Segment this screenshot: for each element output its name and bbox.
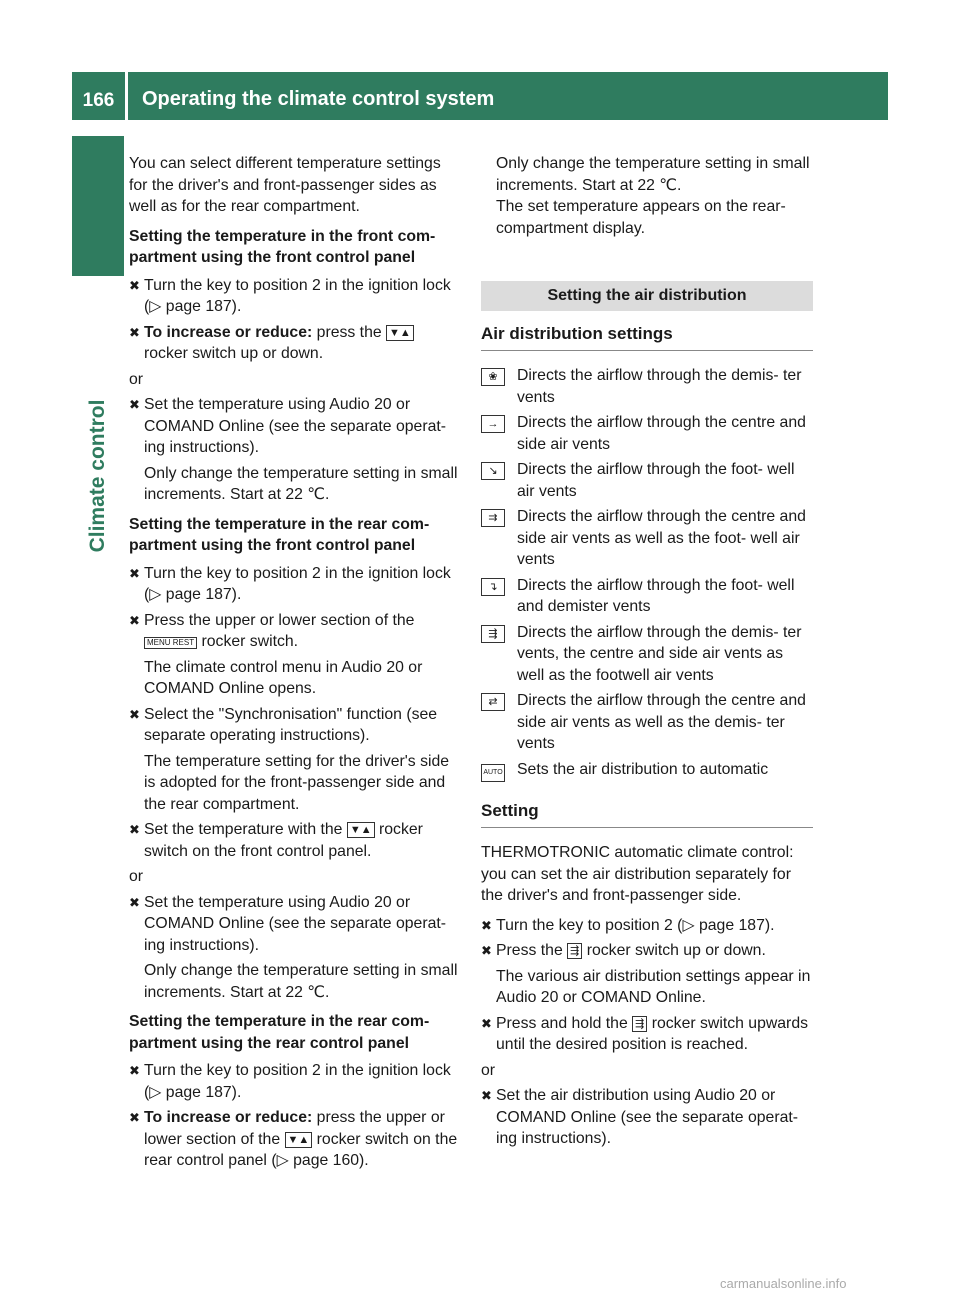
air-distribution-row xyxy=(481,622,813,687)
temperature-rocker-icon: ▼▲ xyxy=(386,325,414,341)
subheading-air-distribution-settings: Air distribution settings xyxy=(481,323,813,352)
step-note: Only change the temperature setting in small increments. Start at 22 ℃. xyxy=(144,464,458,503)
air-distribution-icon: ❀ xyxy=(481,368,505,386)
step: ✖ Set the temperature with the ▼▲ rocker switch on the front control panel. xyxy=(129,821,423,860)
step-marker-icon: ✖ xyxy=(129,822,140,837)
air-distribution-icon: ⇶ xyxy=(481,625,505,643)
air-distribution-list xyxy=(481,365,813,782)
step-marker-icon: ✖ xyxy=(129,324,140,340)
step-marker-icon: ✖ xyxy=(129,277,140,293)
air-distribution-icon: AUTO xyxy=(481,764,505,782)
heading-front-compartment: Setting the temperature in the front com- partment using the front control panel xyxy=(129,227,436,266)
step: ✖ Turn the key to position 2 in the ignition lock (▷ page 187). xyxy=(129,564,451,603)
step: ✖ To increase or reduce: press the ▼▲ rocker switch up or down. xyxy=(129,322,462,365)
temperature-rocker-icon: ▼▲ xyxy=(285,1132,313,1148)
step-marker-icon: ✖ xyxy=(481,943,492,958)
step: ✖ Set the air distribution using Audio 20 or COMAND Online (see the separate operat- ing instructions). xyxy=(481,1087,799,1147)
step: ✖ Press the ⇶ rocker switch up or down. xyxy=(481,940,813,962)
air-distribution-text: Directs the airflow through the centre and side air vents as well as the foot- well air vents xyxy=(517,508,806,568)
air-distribution-text: Directs the airflow through the foot- well and demister vents xyxy=(517,576,795,615)
air-distribution-row xyxy=(481,506,813,571)
or-label: or xyxy=(481,1061,496,1079)
menu-rocker-icon: MENU REST xyxy=(144,637,197,649)
or-label: or xyxy=(129,370,144,388)
step: ✖ Set the temperature using Audio 20 or COMAND Online (see the separate operat- ing instructions). xyxy=(129,396,447,456)
step-marker-icon: ✖ xyxy=(129,565,140,581)
temperature-rocker-icon: ▼▲ xyxy=(347,822,375,838)
step: ✖ Press the upper or lower section of the MENU REST rocker switch. xyxy=(129,611,415,650)
step-marker-icon: ✖ xyxy=(129,612,140,628)
step-note: The temperature setting for the driver's side is adopted for the front-passenger side and the rear compartment. xyxy=(144,752,450,813)
step: ✖ Set the temperature using Audio 20 or COMAND Online (see the separate operat- ing instructions). xyxy=(129,893,447,954)
air-distribution-icon: ⇉ xyxy=(481,509,505,527)
air-distribution-row xyxy=(481,759,813,782)
step: ✖ Turn the key to position 2 in the ignition lock (▷ page 187). xyxy=(129,1062,451,1101)
right-column xyxy=(481,153,813,1154)
air-distribution-row xyxy=(481,690,813,755)
air-distribution-row xyxy=(481,575,813,618)
air-distribution-text: Directs the airflow through the centre and side air vents xyxy=(517,414,806,453)
air-distribution-icon: ⇄ xyxy=(481,693,505,711)
page-number: 166 xyxy=(72,72,125,120)
air-distribution-text: Directs the airflow through the demis- ter vents xyxy=(517,367,802,406)
step-marker-icon: ✖ xyxy=(129,894,140,910)
side-tab-marker xyxy=(72,136,124,276)
step: ✖ Turn the key to position 2 (▷ page 187). xyxy=(481,915,813,937)
or-label: or xyxy=(129,868,144,885)
side-tab-label: Climate control xyxy=(86,399,109,553)
air-distribution-row xyxy=(481,459,813,502)
step-marker-icon: ✖ xyxy=(481,917,492,933)
air-distribution-rocker-icon: ⇶ xyxy=(632,1016,647,1032)
air-distribution-rocker-icon: ⇶ xyxy=(567,943,582,959)
continued-note: The set temperature appears on the rear- compartment display. xyxy=(496,198,786,237)
step: ✖ Turn the key to position 2 in the ignition lock (▷ page 187). xyxy=(129,276,451,315)
step: ✖ Select the "Synchronisation" function (see separate operating instructions). xyxy=(129,705,438,744)
step: ✖ Press and hold the ⇶ rocker switch upwards until the desired position is reached. xyxy=(481,1014,808,1053)
heading-rear-front-panel: Setting the temperature in the rear com- partment using the front control panel xyxy=(129,515,430,554)
left-column xyxy=(129,153,462,1176)
section-heading: Setting the air distribution xyxy=(481,281,813,311)
air-distribution-text: Directs the airflow through the demis- ter vents, the centre and side air vents as well as the footwell air vents xyxy=(517,623,802,684)
air-distribution-row xyxy=(481,412,813,455)
continued-note: Only change the temperature setting in small increments. Start at 22 ℃. xyxy=(496,155,810,194)
air-distribution-icon: ↴ xyxy=(481,578,505,596)
air-distribution-icon: ↘ xyxy=(481,462,505,480)
step-marker-icon: ✖ xyxy=(129,706,140,722)
step: ✖ To increase or reduce: press the upper or lower section of the ▼▲ rocker switch on the rear control panel (▷ page 160). xyxy=(129,1109,458,1169)
setting-intro: THERMOTRONIC automatic climate control: you can set the air distribution separately for the driver's and front-passenger side. xyxy=(481,844,794,904)
air-distribution-row xyxy=(481,365,813,408)
step-note: The various air distribution settings appear in Audio 20 or COMAND Online. xyxy=(496,967,811,1006)
air-distribution-text: Directs the airflow through the centre and side air vents as well as the demis- ter vents xyxy=(517,692,806,752)
intro-paragraph: You can select different temperature settings for the driver's and front-passenger sides as well as for the rear compartment. xyxy=(129,155,441,215)
step-marker-icon: ✖ xyxy=(129,397,140,412)
air-distribution-text: Sets the air distribution to automatic xyxy=(517,760,769,778)
footer-watermark: carmanualsonline.info xyxy=(720,1276,847,1291)
step-marker-icon: ✖ xyxy=(129,1063,140,1078)
step-marker-icon: ✖ xyxy=(481,1015,492,1031)
air-distribution-text: Directs the airflow through the foot- well air vents xyxy=(517,461,795,500)
heading-rear-rear-panel: Setting the temperature in the rear com- partment using the rear control panel xyxy=(129,1013,430,1052)
air-distribution-icon: → xyxy=(481,415,505,433)
subheading-setting: Setting xyxy=(481,800,813,829)
page-title: Operating the climate control system xyxy=(128,72,888,120)
step-note: The climate control menu in Audio 20 or COMAND Online opens. xyxy=(144,658,423,697)
step-note: Only change the temperature setting in small increments. Start at 22 ℃. xyxy=(144,962,458,1001)
step-marker-icon: ✖ xyxy=(481,1088,492,1103)
step-marker-icon: ✖ xyxy=(129,1110,140,1125)
